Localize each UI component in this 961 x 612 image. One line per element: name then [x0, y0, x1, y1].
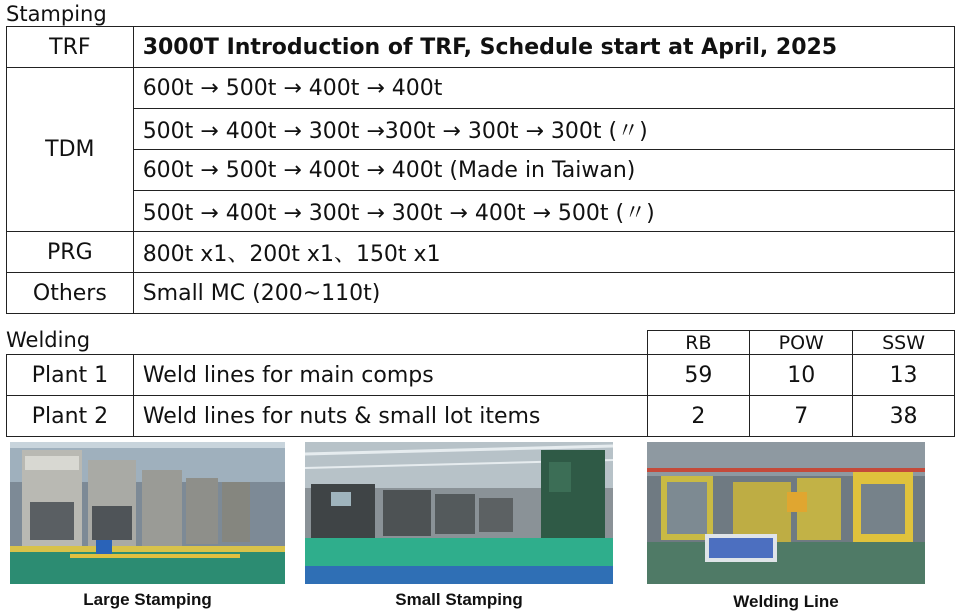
- table-row-tdm-4: [7, 191, 955, 232]
- plant-2-ssw-value: 38: [853, 396, 955, 437]
- welding-table: [6, 330, 955, 437]
- welding-title: Welding: [6, 328, 91, 352]
- plant-1-description: Weld lines for main comps: [133, 355, 647, 396]
- table-row-trf: [7, 27, 955, 68]
- plant-2-description: Weld lines for nuts & small lot items: [133, 396, 647, 437]
- small-stamping-caption: Small Stamping: [395, 590, 523, 609]
- plant-2-pow-value: 7: [750, 396, 853, 437]
- welding-line-photo: [647, 442, 925, 584]
- prg-description: 800t x1、200t x1、150t x1: [133, 232, 954, 273]
- tdm-line-2: 500t → 400t → 300t →300t → 300t → 300t (〃): [133, 109, 954, 150]
- table-row-prg: [7, 232, 955, 273]
- tdm-line-1: 600t → 500t → 400t → 400t: [133, 68, 954, 109]
- large-stamping-photo: [10, 442, 285, 584]
- row-label-prg: PRG: [7, 232, 134, 273]
- col-header-pow: POW: [750, 331, 853, 355]
- trf-description: 3000T Introduction of TRF, Schedule start at April, 2025: [133, 27, 954, 68]
- table-row-tdm-3: [7, 150, 955, 191]
- row-label-others: Others: [7, 273, 134, 314]
- tdm-line-4: 500t → 400t → 300t → 300t → 400t → 500t (〃): [133, 191, 954, 232]
- plant-2-rb-value: 2: [647, 396, 750, 437]
- col-header-rb: RB: [647, 331, 750, 355]
- welding-header-row: [7, 331, 955, 355]
- tdm-line-3: 600t → 500t → 400t → 400t (Made in Taiwan): [133, 150, 954, 191]
- row-label-trf: TRF: [7, 27, 134, 68]
- stamping-table: [6, 26, 955, 314]
- welding-line-caption: Welding Line: [733, 592, 839, 611]
- plant-1-rb-value: 59: [647, 355, 750, 396]
- table-row-plant-2: [7, 396, 955, 437]
- col-header-ssw: SSW: [853, 331, 955, 355]
- row-label-plant-1: Plant 1: [7, 355, 134, 396]
- plant-1-pow-value: 10: [750, 355, 853, 396]
- row-label-plant-2: Plant 2: [7, 396, 134, 437]
- stamping-title: Stamping: [6, 2, 107, 26]
- plant-1-ssw-value: 13: [853, 355, 955, 396]
- large-stamping-caption: Large Stamping: [83, 590, 212, 609]
- table-row-plant-1: [7, 355, 955, 396]
- small-stamping-photo: [305, 442, 613, 584]
- others-description: Small MC (200~110t): [133, 273, 954, 314]
- table-row-tdm: [7, 68, 955, 109]
- table-row-others: [7, 273, 955, 314]
- table-row-tdm-2: [7, 109, 955, 150]
- row-label-tdm: TDM: [7, 68, 134, 232]
